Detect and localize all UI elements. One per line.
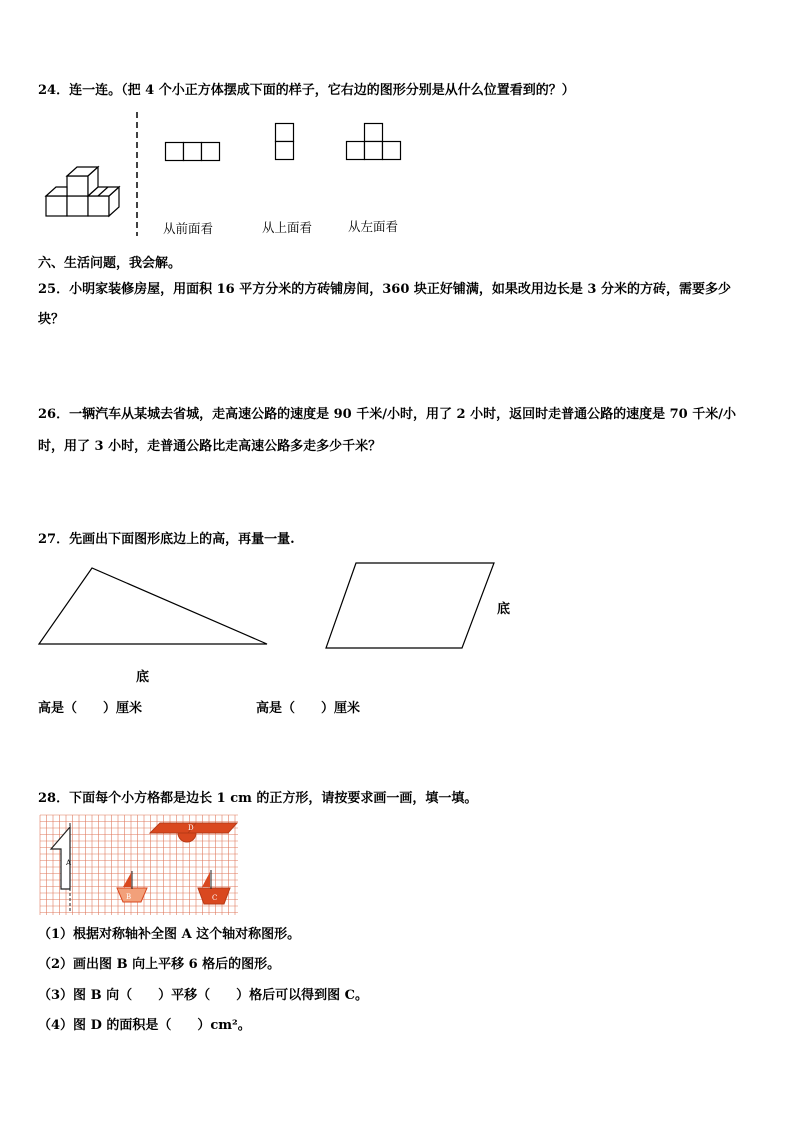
question-28-text: 28．下面每个小方格都是边长 1 cm 的正方形，请按要求画一画，填一填。 [38,791,478,806]
top-view-figure [275,123,295,161]
front-view-figure [165,142,221,162]
question-26-line1: 26．一辆汽车从某城去省城，走高速公路的速度是 90 千米/小时，用了 2 小时，返回时走普通公路的速度是 70 千米/小 [38,407,736,422]
question-24-text: 24．连一连。（把 4 个小正方体摆成下面的样子，它右边的图形分别是从什么位置看到的？） [38,83,575,98]
parallelogram-figure [325,562,497,650]
answer-height-left: 高是（ ）厘米 [38,701,143,716]
question-28-item-1: （1）根据对称轴补全图 A 这个轴对称图形。 [38,927,301,942]
triangle-figure [38,567,270,647]
question-27-text: 27．先画出下面图形底边上的高，再量一量. [38,532,295,547]
parallelogram-base-label: 底 [497,602,511,617]
label-left-view: 从左面看 [348,219,399,234]
question-28-item-3: （3）图 B 向（ ）平移（ ）格后可以得到图 C。 [38,988,368,1003]
grid-label-d: D [188,824,194,832]
grid-label-c: C [212,894,218,902]
grid-figure [40,815,240,917]
left-view-figure [346,123,402,161]
cube-stack-figure [46,160,126,218]
question-28-item-2: （2）画出图 B 向上平移 6 格后的图形。 [38,957,281,972]
dashed-divider [135,112,139,236]
question-25-line2: 块？ [38,312,65,327]
label-front-view: 从前面看 [163,221,214,236]
question-28-item-4: （4）图 D 的面积是（ ）cm²。 [38,1018,251,1033]
triangle-base-label: 底 [136,670,150,685]
question-26-line2: 时，用了 3 小时，走普通公路比走高速公路多走多少千米？ [38,439,382,454]
grid-label-a: A [66,859,72,867]
answer-height-right: 高是（ ）厘米 [256,701,361,716]
question-25-line1: 25．小明家装修房屋，用面积 16 平方分米的方砖铺房间，360 块正好铺满，如果改用边长是 3 分米的方砖，需要多少 [38,282,731,297]
section-6-title: 六、生活问题，我会解。 [38,256,182,271]
label-top-view: 从上面看 [262,220,313,235]
grid-label-b: B [126,893,132,901]
